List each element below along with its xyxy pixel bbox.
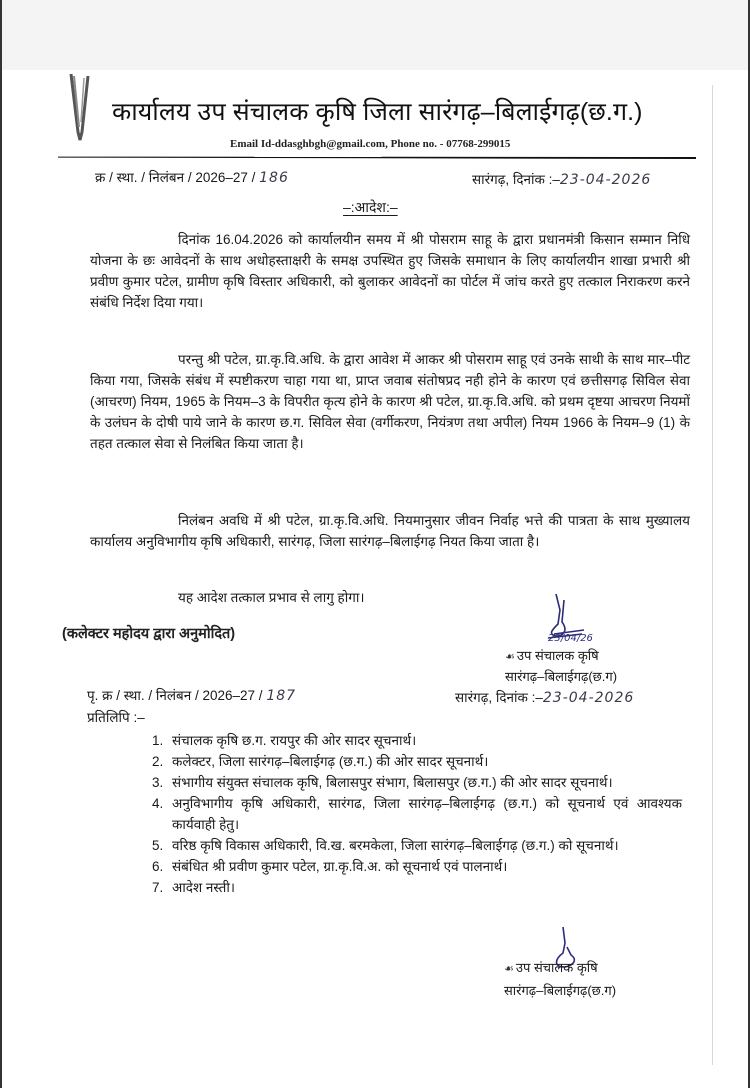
list-item: 1. संचालक कृषि छ.ग. रायपुर की ओर सादर सूचनार्थ।: [152, 733, 417, 748]
reference-number: 186: [259, 170, 289, 186]
signatory-2-designation: ☙ उप संचालक कृषि: [504, 957, 616, 980]
copy-reference-prefix: पृ. क्र / स्था. / निलंबन / 2026–27 /: [87, 688, 267, 703]
order-reference: [95, 168, 289, 186]
list-item: 7. आदेश नस्ती।: [152, 880, 235, 895]
signatory-1-designation: ☙ उप संचालक कृषि: [505, 646, 617, 667]
stamp-icon: ☙: [505, 651, 515, 663]
signatory-1-location: सारंगढ़–बिलाईगढ़(छ.ग): [505, 669, 618, 684]
copy-reference: [87, 686, 296, 704]
copy-reference-number: 187: [266, 688, 297, 704]
contact-info: Email Id-ddasghbgh@gmail.com, Phone no. - 07768-299015: [230, 138, 511, 150]
list-item: 4. अनुविभागीय कृषि अधिकारी, सारंगढ, जिला सारंगढ़–बिलाईगढ़ (छ.ग.) को सूचनार्थ एवं आवश्यक कार्यवाही हेतु।: [152, 796, 682, 832]
signature-1-date: 23/04/26: [548, 633, 593, 644]
paragraph-2: परन्तु श्री पटेल, ग्रा.कृ.वि.अधि. के द्वारा आवेश में आकर श्री पोसराम साहू एवं उनके साथी के साथ मार–पीट किया गया, जिसके संबंध में स्पष्टीकरण चाहा गया था, प्राप्त जवाब संतोषप्रद नही होने के कारण एवं छत्तीसगढ़ सिविल सेवा (आचरण) नियम, 1965 के नियम–3 के विपरीत कृत्य होने के कारण श्री पटेल, ग्रा.कृ.वि.अधि. को प्रथम दृष्टया आचरण नियमों के उलंघन के दोषी पाये जाने के कारण छ.ग. सिविल सेवा (वर्गीकरण, नियंत्रण तथा अपील) नियम 1966 के नियम–9 (1) के तहत तत्काल सेवा से निलंबित किया जाता है।: [90, 352, 690, 451]
order-date: [472, 170, 651, 188]
office-title: कार्यालय उप संचालक कृषि जिला सारंगढ़–बिलाईगढ़(छ.ग.): [112, 98, 643, 126]
signatory-block-2: [504, 957, 616, 1001]
paragraph-4: यह आदेश तत्काल प्रभाव से लागु होगा।: [178, 590, 365, 605]
paragraph-3: निलंबन अवधि में श्री पटेल, ग्रा.कृ.वि.अधि. नियमानुसार जीवन निर्वाह भत्ते की पात्रता के साथ मुख्यालय कार्यालय अनुविभागीय कृषि अधिकारी, सारंगढ़, जिला सारंगढ़–बिलाईगढ़ नियत किया जाता है।: [90, 513, 690, 549]
approval-note: (कलेक्टर महोदय द्वारा अनुमोदित): [62, 626, 236, 642]
list-item: 3. संभागीय संयुक्त संचालक कृषि, बिलासपुर संभाग, बिलासपुर (छ.ग.) की ओर सादर सूचनार्थ।: [152, 775, 613, 790]
document-page: [0, 70, 750, 1088]
copy-date-value: 23-04-2026: [542, 690, 635, 706]
list-item: 6. संबंधित श्री प्रवीण कुमार पटेल, ग्रा.कृ.वि.अ. को सूचनार्थ एवं पालनार्थ।: [152, 859, 508, 874]
copy-label: प्रतिलिपि :–: [87, 710, 145, 725]
list-item: 2. कलेक्टर, जिला सारंगढ़–बिलाईगढ़ (छ.ग.) की ओर सादर सूचनार्थ।: [152, 754, 489, 769]
copy-date-label: सारंगढ़, दिनांक :–: [455, 690, 543, 705]
date-label: सारंगढ़, दिनांक :–: [472, 172, 560, 187]
list-item: 5. वरिष्ठ कृषि विकास अधिकारी, वि.ख. बरमकेला, जिला सारंगढ़–बिलाईगढ़ (छ.ग.) को सूचनार्थ।: [152, 838, 619, 853]
stamp-icon: ☙: [504, 963, 514, 975]
emblem-icon: [68, 72, 90, 142]
header-divider: [58, 156, 696, 159]
signatory-block-1: [505, 646, 617, 687]
top-bar: [0, 0, 750, 70]
copy-date: [455, 688, 634, 706]
paragraph-1: दिनांक 16.04.2026 को कार्यालयीन समय में श्री पोसराम साहू के द्वारा प्रधानमंत्री किसान सम्मान निधि योजना के छः आवेदनों के साथ अधोहस्ताक्षरी के समक्ष उपस्थित हुए जिसके समाधान के लिए कार्यालयीन शाखा प्रभारी श्री प्रवीण कुमार पटेल, ग्रामीण कृषि विस्तार अधिकारी, को बुलाकर आवेदनों का पोर्टल में जांच करते हुए तत्काल निराकरण करने संबंधि निर्देश दिया गया।: [90, 232, 690, 310]
reference-prefix: क्र / स्था. / निलंबन / 2026–27 /: [95, 170, 260, 185]
date-value: 23-04-2026: [559, 172, 652, 188]
copy-list: [152, 730, 682, 898]
order-heading: –:आदेश:–: [343, 199, 398, 215]
signatory-2-location: सारंगढ़–बिलाईगढ़(छ.ग): [504, 983, 617, 998]
